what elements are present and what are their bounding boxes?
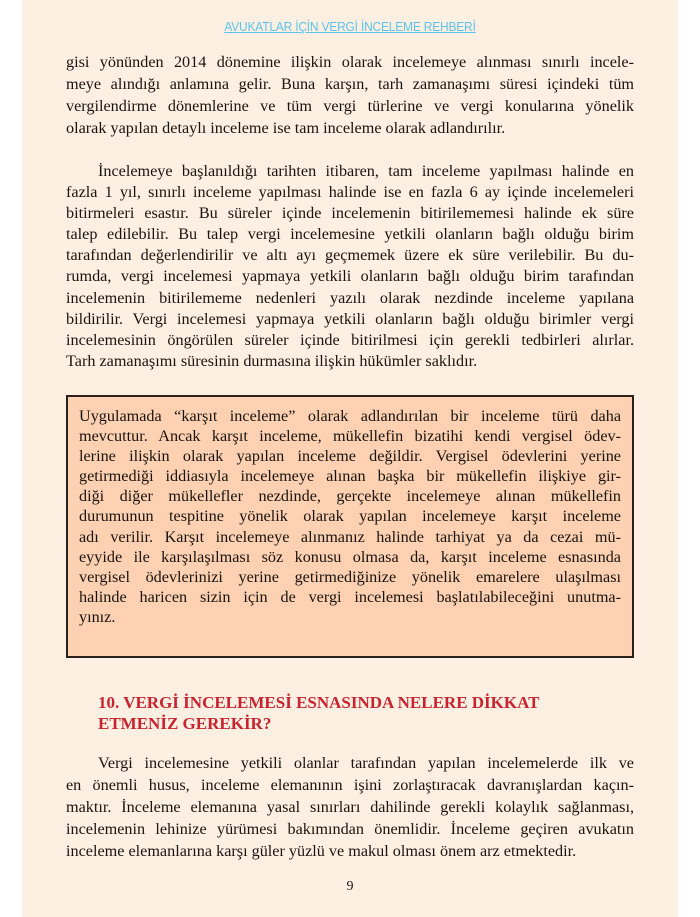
text-line: en önemli husus, inceleme elemanının işini zorlaştıracak davranışlardan kaçın- [66, 776, 634, 794]
text-line: vergilendirme dönemlerine ve tüm vergi türlerine ve vergi konularına yönelik [66, 97, 634, 115]
page-number: 9 [346, 879, 354, 894]
text-line: meye alındığı anlamına gelir. Buna karşın, tarh zamanaşımı süresi içindeki tüm [66, 75, 634, 93]
text-line: incelemesinin öngörülen süreler içinde bitirilmesi için gerekli tedbirleri alırlar. [66, 330, 634, 349]
text-line: bitirmeleri esastır. Bu süreler içinde incelemenin bitirilememesi halinde ek süre [66, 204, 634, 223]
text-line: fazla 1 yıl, sınırlı inceleme yapılması halinde ise en fazla 6 ay içinde incelemeleri [66, 183, 634, 202]
text-line: diği diğer mükellefler nezdinde, gerçekte incelemeye alınan mükellefin [79, 487, 621, 506]
text-line: İncelemeye başlanıldığı tarihten itibaren, tam inceleme yapılması halinde en [98, 162, 634, 180]
text-line: rumda, vergi incelemesi yapmaya yetkili olanların bağlı olduğu birim tarafından [66, 267, 634, 286]
text-line: vergisel ödevlerinizi yerine getirmediğinize yönelik emarelere ulaşılması [79, 567, 621, 586]
running-header: AVUKATLAR İÇİN VERGİ İNCELEME REHBERİ [224, 19, 476, 34]
paragraph-2 [66, 161, 634, 372]
text-line: adı verilir. Karşıt incelemeye alınmanız halinde tarhiyat ya da cezai mü- [79, 527, 621, 546]
text-line: Tarh zamanaşımı süresinin durmasına ilişkin hükümler saklıdır. [66, 351, 478, 370]
text-line: inceleme elemanlarına karşı güler yüzlü ve makul olması önem arz etmektedir. [66, 842, 577, 860]
text-line: incelemenin bitirilememe nedenleri yazılı olarak nezdinde inceleme yapılana [66, 288, 634, 307]
text-line: mevcuttur. Ancak karşıt inceleme, mükellefin bizatihi kendi vergisel ödev- [79, 427, 621, 446]
note-box [66, 395, 634, 658]
text-line: yınız. [79, 607, 116, 626]
paragraph-1 [66, 51, 634, 139]
text-line: durumunun tespitine yönelik olarak yapılan incelemeye karşıt inceleme [79, 507, 621, 526]
paragraph-3 [66, 752, 634, 862]
text-line: maktır. İnceleme elemanına yasal sınırları dahilinde gerekli kolaylık sağlanması, [66, 798, 634, 816]
text-line: halinde haricen sizin için de vergi incelemesi başlatılabileceğini unutma- [79, 587, 621, 606]
text-line: getirmediği iddiasıyla incelemeye alınan başka bir mükellefin ilişkiye gir- [79, 467, 621, 486]
text-line: incelemenin lehinize yürümesi bakımından önemlidir. İnceleme geçiren avukatın [66, 820, 634, 838]
text-line: tarafından değerlendirilir ve altı ayı geçmemek üzere ek süre verilebilir. Bu du- [66, 246, 634, 265]
text-line: gisi yönünden 2014 dönemine ilişkin olarak incelemeye alınması sınırlı incele- [66, 53, 634, 71]
text-line: olarak yapılan detaylı inceleme ise tam inceleme olarak adlandırılır. [66, 119, 506, 137]
heading-line: 10. VERGİ İNCELEMESİ ESNASINDA NELERE DİKKAT [98, 693, 540, 712]
text-line: bildirilir. Vergi incelemesi yapmaya yetkili olanların bağlı olduğu birimler vergi [66, 309, 634, 328]
text-line: Vergi incelemesine yetkili olanlar tarafından yapılan incelemelerde ilk ve [98, 754, 634, 772]
heading-line: ETMENİZ GEREKİR? [98, 714, 272, 733]
text-line: eyyide ile karşılaşılması söz konusu olmasa da, karşıt inceleme esnasında [79, 547, 621, 566]
text-line: talep edilebilir. Bu talep vergi incelemesine yetkili olanların bağlı olduğu birim [66, 225, 634, 244]
text-line: lerine ilişkin olarak yapılan inceleme değildir. Vergisel ödevlerini yerine [79, 447, 621, 466]
section-heading [98, 692, 539, 734]
text-line: Uygulamada “karşıt inceleme” olarak adlandırılan bir inceleme türü daha [79, 407, 621, 425]
